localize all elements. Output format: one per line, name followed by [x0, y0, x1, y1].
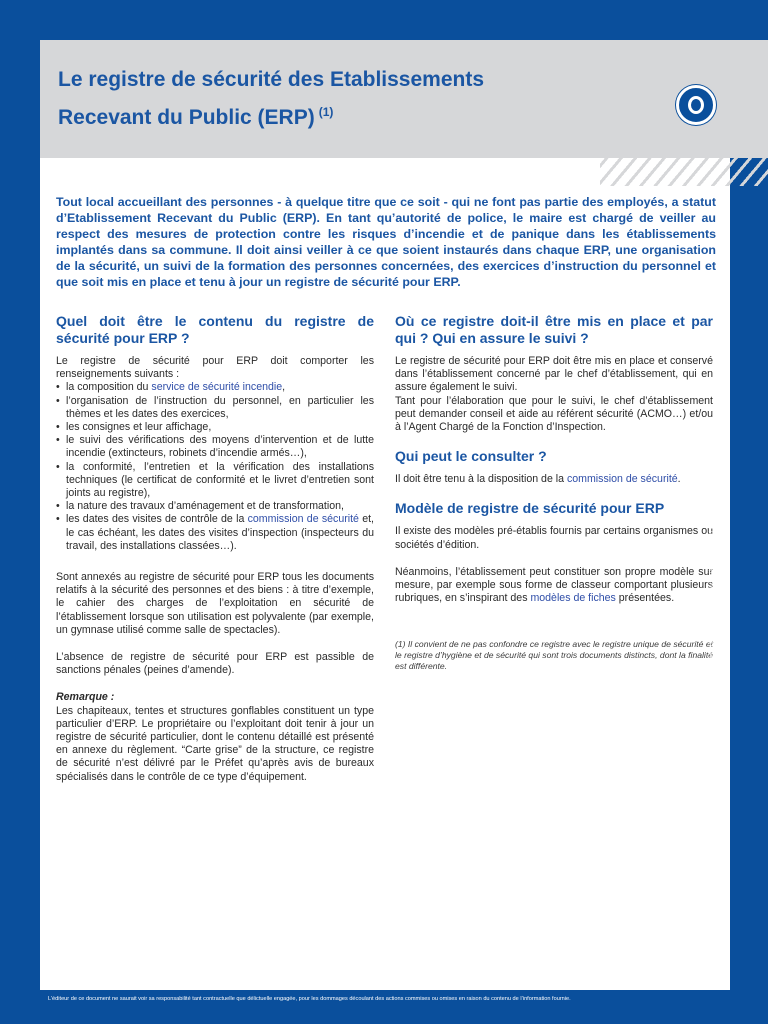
- legal-side-text: [700, 440, 716, 980]
- link-commission-de-securite[interactable]: commission de sécurité: [247, 513, 359, 526]
- bullet-text: ,: [282, 381, 286, 394]
- legal-side-line-1: PC 3305-W1 – Juillet 2004 – Droits SofCap – Tous droits réservés – 2004: [701, 784, 707, 980]
- bullet-item: • la nature des travaux d’aménagement et de transformation,: [56, 500, 374, 513]
- link-service-securite-incendie[interactable]: service de sécurité incendie: [151, 381, 283, 394]
- section-where-paragraph-1: Le registre de sécurité pour ERP doit être mis en place et conservé dans l’établissement concerné par le chef d’établissement, qui en assure également le suivi.: [395, 355, 713, 394]
- section-content-intro: Le registre de sécurité pour ERP doit comporter les renseignements suivants :: [56, 355, 374, 381]
- section-consult-paragraph: [395, 473, 713, 486]
- page-title: [58, 64, 658, 134]
- consult-text-end: .: [677, 473, 681, 486]
- link-commission-de-securite-2[interactable]: commission de sécurité: [566, 473, 678, 486]
- remark-paragraph: Les chapiteaux, tentes et structures gonflables constituent un type particulier d’ERP. Le propriétaire ou l’exploitant doit tenir à jour un registre de sécurité particulier, dont le contenu détaillé est présenté en annexe du règlement. “Carte grise” de la structure, ce registre de sécurité n’est délivré par le Préfet qu’après avis de bureaux spécialisés dans le contrôle de ce type d’équipement.: [56, 704, 374, 783]
- title-footnote-marker: (1): [318, 105, 334, 119]
- section-where-paragraph-2: Tant pour l’élaboration que pour le suivi, le chef d’établissement peut demander conseil et aide au référent sécurité (ACMO…) et/ou à l’Agent Chargé de la Fonction d’Inspection.: [395, 394, 713, 434]
- bullet-text: la composition du: [66, 381, 152, 394]
- bullet-item: • le suivi des vérifications des moyens d’intervention et de lutte incendie (extincteurs, robinets d’incendie armés…),: [56, 434, 374, 460]
- circle-o-logo-icon: [676, 85, 716, 125]
- link-modeles-de-fiches[interactable]: modèles de fiches: [530, 592, 616, 605]
- page-number: 1: [636, 974, 642, 985]
- section-model-paragraph-2: [395, 566, 713, 606]
- footnote: (1) Il convient de ne pas confondre ce registre avec le registre unique de sécurité et le registre d’hygiène et de sécurité qui sont trois documents distincts, dont la finalité est différente.: [395, 639, 713, 672]
- model-text-end: présentées.: [615, 592, 675, 605]
- section-consult-title: Qui peut le consulter ?: [395, 448, 547, 465]
- content-bullet-list: [56, 381, 374, 553]
- section-model-paragraph-1: Il existe des modèles pré-établis fournis par certains organismes ou sociétés d’édition.: [395, 525, 713, 551]
- page-header: [40, 40, 768, 158]
- remark-title: Remarque :: [56, 691, 115, 704]
- consult-text: Il doit être tenu à la disposition de la: [395, 473, 567, 486]
- bullet-text: les dates des visites de contrôle de la: [66, 513, 248, 526]
- footer-disclaimer: L’éditeur de ce document ne saurait voir sa responsabilité tant contractuelle que délictuelle engagée, pour les dommages découlant des actions commises ou omises en raison du contenu de l’information fournie.: [48, 996, 571, 1002]
- section-content-title: Quel doit être le contenu du registre de sécurité pour ERP ?: [56, 313, 374, 346]
- bullet-item: [56, 381, 374, 394]
- page-number-underline: [620, 988, 648, 989]
- annex-paragraph: Sont annexés au registre de sécurité pour ERP tous les documents relatifs à la sécurité des personnes et des biens : à titre d’exemple, le cahier des charges de l’exploitation en sécurité de l’établissement lorsque son utilisation est polyvalente (par exemple, un gymnase utilisé comme salle de spectacles).: [56, 571, 374, 636]
- title-line-2-text: Recevant du Public (ERP): [58, 106, 315, 129]
- right-column: [395, 313, 713, 672]
- sanctions-paragraph: L’absence de registre de sécurité pour ERP est passible de sanctions pénales (peines d’amende).: [56, 651, 374, 677]
- diagonal-stripes-decoration: [600, 158, 768, 186]
- legal-side-line-2: SMC au capital de 37 500 euros – RCS Bourges B 335 171 006 – Garantie financière et assurance responsabilité civile professionnelle conformes aux articles L.530-1 et L.530-2 du Code des Assurances: [709, 440, 715, 980]
- bullet-item: • les consignes et leur affichage,: [56, 421, 374, 434]
- intro-paragraph: Tout local accueillant des personnes - à quelque titre que ce soit - qui ne font pas partie des employés, a statut d’Etablissement Recevant du Public (ERP). En tant qu’autorité de police, le maire est chargé de veiller au respect des mesures de protection contre les risques d’incendie et de panique dans les établissements implantés dans sa commune. Il doit ainsi veiller à ce que soient instaurés dans chaque ERP, une organisation de la sécurité, un suivi de la formation des personnes concernées, des exercices d’instruction du personnel et que soit mis en place et tenu à jour un registre de sécurité pour ERP.: [56, 195, 716, 289]
- bullet-text: et, le cas échéant, les dates des visites d’inspection (inspecteurs du travail, des installations classées…).: [66, 513, 374, 552]
- title-line-1: Le registre de sécurité des Etablissements: [58, 68, 485, 91]
- title-line-2: [58, 96, 658, 134]
- bullet-item: [56, 513, 374, 553]
- section-where-title: Où ce registre doit-il être mis en place et par qui ? Qui en assure le suivi ?: [395, 313, 713, 346]
- section-model-title: Modèle de registre de sécurité pour ERP: [395, 500, 665, 517]
- bullet-item: • l’organisation de l’instruction du personnel, en particulier les thèmes et les dates des exercices,: [56, 395, 374, 421]
- model-text: Néanmoins, l’établissement peut constituer son propre modèle sur mesure, par exemple sous forme de classeur comportant plusieurs rubriques, en s’inspirant des: [395, 565, 713, 605]
- left-column: [56, 313, 374, 784]
- bullet-item: • la conformité, l’entretien et la vérification des installations techniques (le certificat de conformité et le livret d’entretien sont joints au registre),: [56, 461, 374, 501]
- page-content: [40, 158, 730, 990]
